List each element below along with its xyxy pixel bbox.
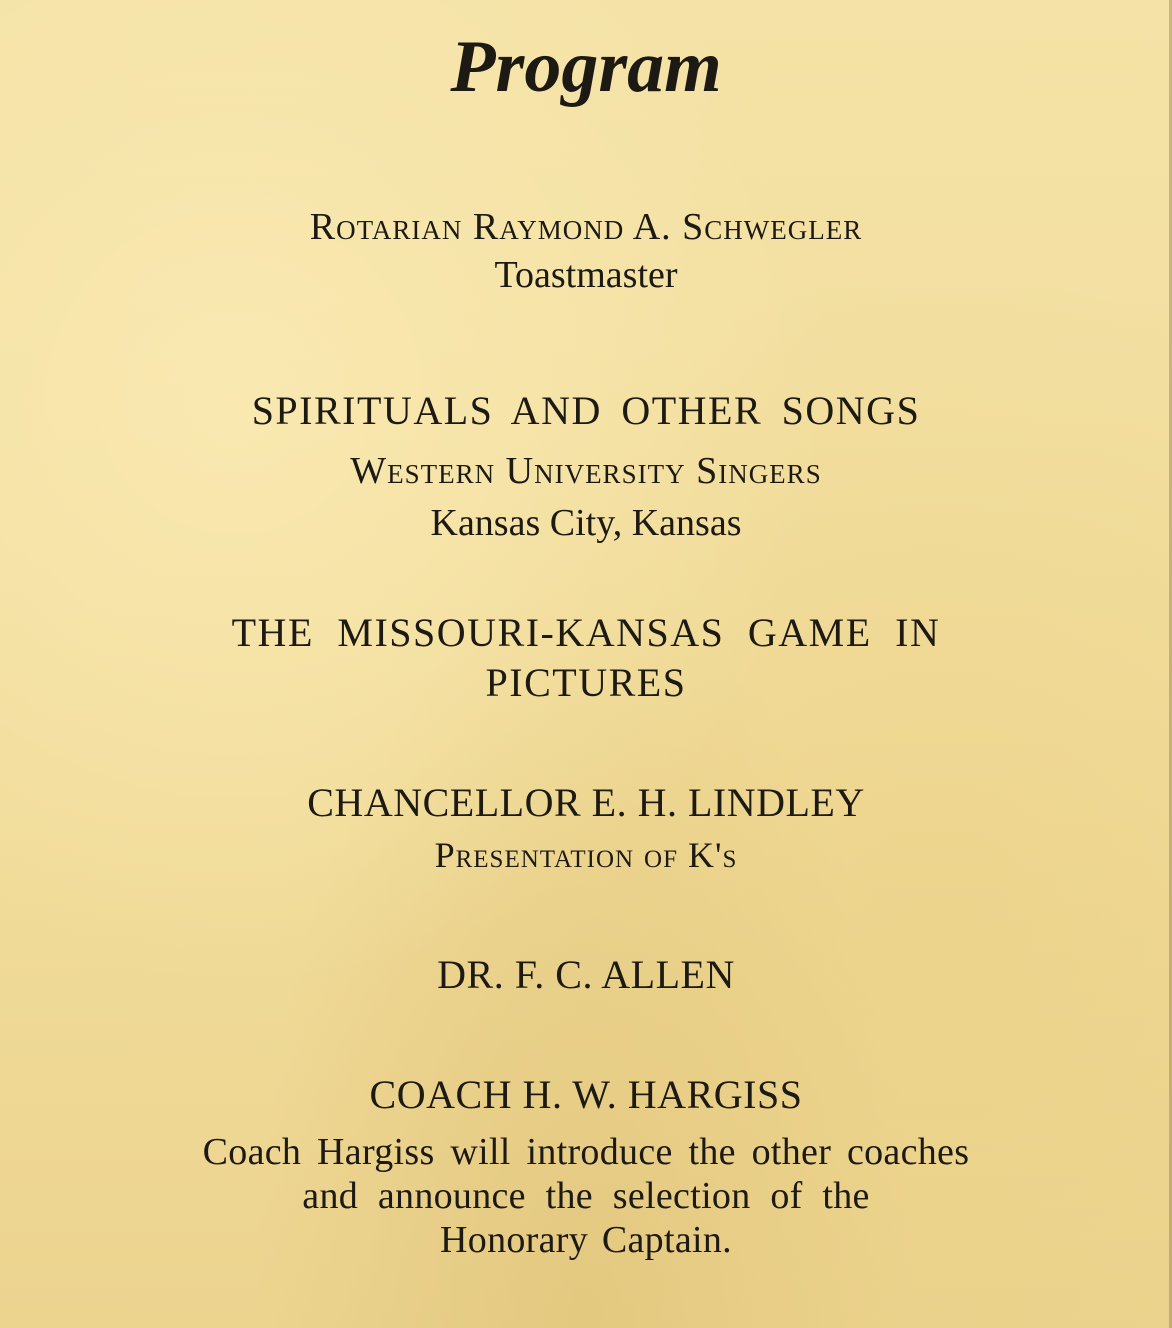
game-pictures-heading-line1: THE MISSOURI-KANSAS GAME IN [231,610,941,655]
hargiss-heading: COACH H. W. HARGISS [369,1072,803,1117]
allen-heading: DR. F. C. ALLEN [437,952,735,997]
chancellor-heading: CHANCELLOR E. H. LINDLEY [307,780,865,825]
chancellor-subtitle: Presentation of K's [434,835,738,875]
toastmaster-name: Rotarian Raymond A. Schwegler [309,206,863,248]
songs-location: Kansas City, Kansas [430,502,742,544]
hargiss-description-line: and announce the selection of the [302,1175,870,1217]
program-title: Program [450,26,722,108]
hargiss-description-line: Coach Hargiss will introduce the other coaches [202,1131,970,1173]
toastmaster-role: Toastmaster [494,254,678,296]
songs-performer: Western University Singers [350,450,822,492]
hargiss-description-line: Honorary Captain. [440,1219,732,1261]
hargiss-description [0,1130,1172,1262]
songs-heading: SPIRITUALS AND OTHER SONGS [251,388,921,433]
game-pictures-heading-line2: PICTURES [485,660,687,705]
